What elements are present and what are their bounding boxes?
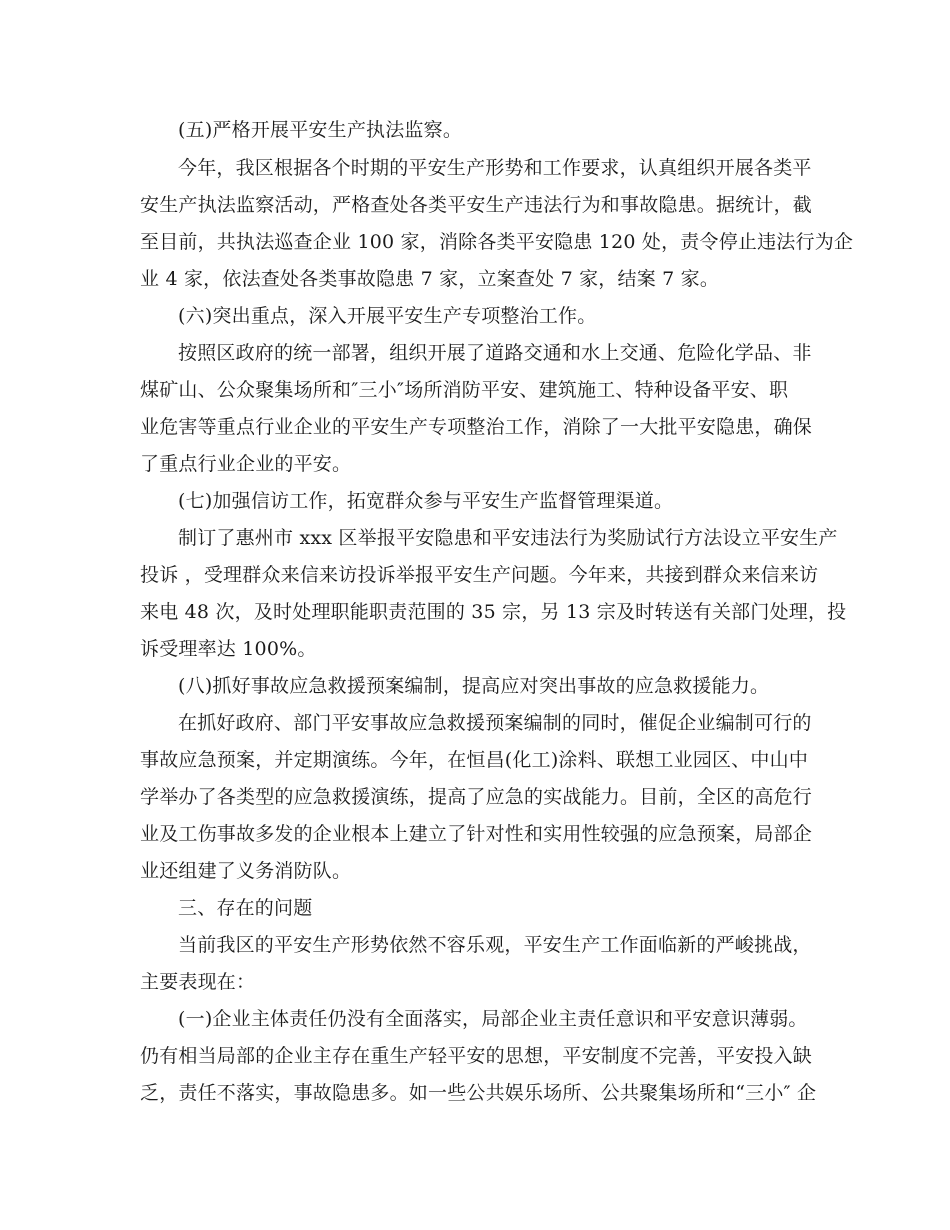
section-heading-5: (五)严格开展平安生产执法监察。 xyxy=(178,119,463,141)
subsection-heading-1: (一)企业主体责任仍没有全面落实，局部企业主责任意识和平安意识薄弱。 xyxy=(178,1008,808,1030)
paragraph-line: 来电 48 次，及时处理职能职责范围的 35 宗，另 13 宗及时转送有关部门处理，投 xyxy=(140,601,847,623)
paragraph-line: 煤矿山、公众聚集场所和″三小″场所消防平安、建筑施工、特种设备平安、职 xyxy=(140,379,789,401)
section-heading-8: (八)抓好事故应急救援预案编制，提高应对突出事故的应急救援能力。 xyxy=(178,675,770,697)
paragraph-line: 主要表现在： xyxy=(140,971,256,993)
section-heading-7: (七)加强信访工作，拓宽群众参与平安生产监督管理渠道。 xyxy=(178,490,674,512)
paragraph-line: 了重点行业企业的平安。 xyxy=(140,453,352,475)
paragraph-line: 事故应急预案，并定期演练。今年，在恒昌(化工)涂料、联想工业园区、中山中 xyxy=(140,749,809,771)
paragraph-line: 投诉 ，受理群众来信来访投诉举报平安生产问题。今年来，共接到群众来信来访 xyxy=(140,564,819,586)
paragraph-line: 业危害等重点行业企业的平安生产专项整治工作，消除了一大批平安隐患，确保 xyxy=(140,416,813,438)
paragraph-line: 诉受理率达 100%。 xyxy=(140,638,317,660)
paragraph-line: 至目前，共执法巡查企业 100 家，消除各类平安隐患 120 处，责令停止违法行为企 xyxy=(140,231,854,253)
paragraph-line: 在抓好政府、部门平安事故应急救援预案编制的同时，催促企业编制可行的 xyxy=(178,712,812,734)
paragraph-line: 安生产执法监察活动，严格查处各类平安生产违法行为和事故隐患。据统计，截 xyxy=(140,194,813,216)
paragraph-line: 仍有相当局部的企业主存在重生产轻平安的思想，平安制度不完善，平安投入缺 xyxy=(140,1045,813,1067)
paragraph-line: 制订了惠州市 xxx 区举报平安隐患和平安违法行为奖励试行方法设立平安生产 xyxy=(178,527,838,549)
section-heading-3: 三、存在的问题 xyxy=(178,897,313,919)
section-heading-6: (六)突出重点，深入开展平安生产专项整治工作。 xyxy=(178,305,597,327)
paragraph-line: 乏，责任不落实，事故隐患多。如一些公共娱乐场所、公共聚集场所和“三小″ 企 xyxy=(140,1082,817,1104)
paragraph-line: 今年，我区根据各个时期的平安生产形势和工作要求，认真组织开展各类平 xyxy=(178,157,812,179)
paragraph-line: 业及工伤事故多发的企业根本上建立了针对性和实用性较强的应急预案，局部企 xyxy=(140,823,813,845)
paragraph-line: 业还组建了义务消防队。 xyxy=(140,860,352,882)
paragraph-line: 按照区政府的统一部署，组织开展了道路交通和水上交通、危险化学品、非 xyxy=(178,342,812,364)
paragraph-line: 学举办了各类型的应急救援演练，提高了应急的实战能力。目前，全区的高危行 xyxy=(140,786,813,808)
paragraph-line: 当前我区的平安生产形势依然不容乐观，平安生产工作面临新的严峻挑战， xyxy=(178,934,812,956)
paragraph-line: 业 4 家，依法查处各类事故隐患 7 家，立案查处 7 家，结案 7 家。 xyxy=(140,268,720,290)
